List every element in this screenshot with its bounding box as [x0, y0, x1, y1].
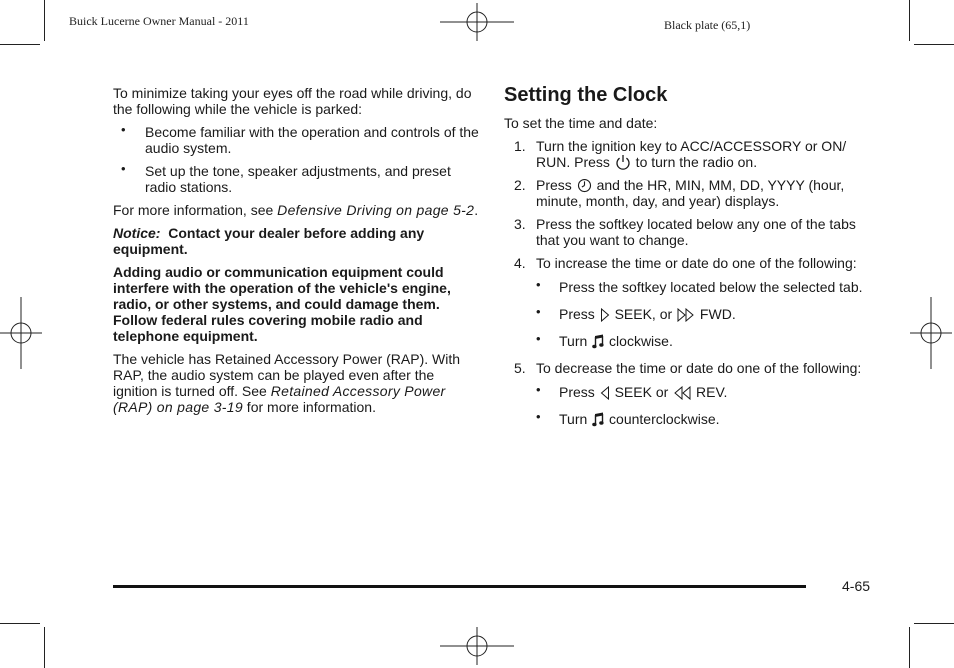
crop-mark	[914, 44, 954, 45]
step-item: 2. Press and the HR, MIN, MM, DD, YYYY (hour, minute, month, day, and year) displays.	[514, 177, 845, 209]
cross-reference-link[interactable]: Retained Accessory Power (RAP) on page 3-19	[113, 383, 446, 415]
section-title: Setting the Clock	[504, 84, 668, 106]
page-number: 4-65	[842, 578, 871, 594]
step-item: 3. Press the softkey located below any one of the tabs that you want to change.	[514, 216, 856, 248]
intro-paragraph: To minimize taking your eyes off the road while driving, do the following while the vehicle is parked:	[113, 85, 472, 117]
step-item: 5. To decrease the time or date do one of the following: • Press SEEK or REV. • Turn counterclockwise.	[504, 360, 869, 427]
parked-tips-list	[113, 124, 481, 195]
list-item: • Press SEEK, or FWD.	[536, 306, 869, 322]
rewind-icon	[673, 386, 691, 400]
power-icon	[615, 154, 631, 170]
left-column	[113, 85, 481, 422]
step-number: 5.	[514, 360, 526, 376]
intro-paragraph: To set the time and date:	[504, 115, 658, 131]
step-number: 1.	[514, 138, 526, 154]
crop-mark	[44, 627, 45, 668]
more-info-paragraph: For more information, see Defensive Driving on page 5-2.	[113, 202, 479, 218]
cross-reference-link[interactable]: Defensive Driving on page 5-2	[277, 202, 475, 218]
steps-list	[504, 138, 869, 427]
step-number: 3.	[514, 216, 526, 232]
running-header: Buick Lucerne Owner Manual - 2011	[69, 14, 249, 28]
crop-mark	[914, 623, 954, 624]
warning-paragraph: Adding audio or communication equipment could interfere with the operation of the vehicle's engine, radio, or other systems, and could damage them. Follow federal rules covering mobile radio and telephone equipment.	[113, 264, 451, 344]
registration-mark-bottom	[440, 627, 514, 665]
decrease-options-list	[536, 384, 869, 427]
footer-rule	[113, 585, 806, 588]
step-number: 4.	[514, 255, 526, 271]
step-number: 2.	[514, 177, 526, 193]
registration-mark-top	[440, 3, 514, 41]
list-item: • Turn clockwise.	[536, 333, 869, 349]
clock-icon	[577, 178, 592, 193]
crop-mark	[0, 623, 40, 624]
right-column	[504, 84, 869, 438]
list-item: • Press SEEK or REV.	[536, 384, 869, 400]
step-item: 1. Turn the ignition key to ACC/ACCESSORY or ON/ RUN. Press to turn the radio on.	[514, 138, 847, 170]
tune-knob-icon	[592, 334, 604, 349]
list-item: • Turn counterclockwise.	[536, 411, 869, 427]
fast-forward-icon	[677, 308, 695, 322]
notice-label: Notice:	[113, 225, 161, 241]
rap-paragraph: The vehicle has Retained Accessory Power (RAP). With RAP, the audio system can be played even after the ignition is turned off. See Retained Accessory Power (RAP) on page 3-19 for more information.	[113, 351, 461, 415]
list-item: • Become familiar with the operation and controls of the audio system.	[113, 124, 481, 156]
notice-paragraph	[113, 225, 481, 257]
crop-mark	[909, 0, 910, 41]
seek-up-icon	[600, 308, 610, 322]
crop-mark	[0, 44, 40, 45]
tune-knob-icon	[592, 412, 604, 427]
registration-mark-right	[910, 297, 952, 369]
notice-text: Contact your dealer before adding any equipment.	[113, 225, 425, 257]
step-item: 4. To increase the time or date do one of the following: • Press the softkey located below the selected tab. • Press SEEK, or FWD. • Turn clockwise.	[504, 255, 869, 349]
crop-mark	[909, 627, 910, 668]
list-item: • Set up the tone, speaker adjustments, and preset radio stations.	[113, 163, 481, 195]
crop-mark	[44, 0, 45, 41]
list-item: • Press the softkey located below the selected tab.	[536, 279, 869, 295]
seek-down-icon	[600, 386, 610, 400]
plate-label: Black plate (65,1)	[664, 18, 751, 32]
increase-options-list	[536, 279, 869, 349]
registration-mark-left	[0, 297, 42, 369]
